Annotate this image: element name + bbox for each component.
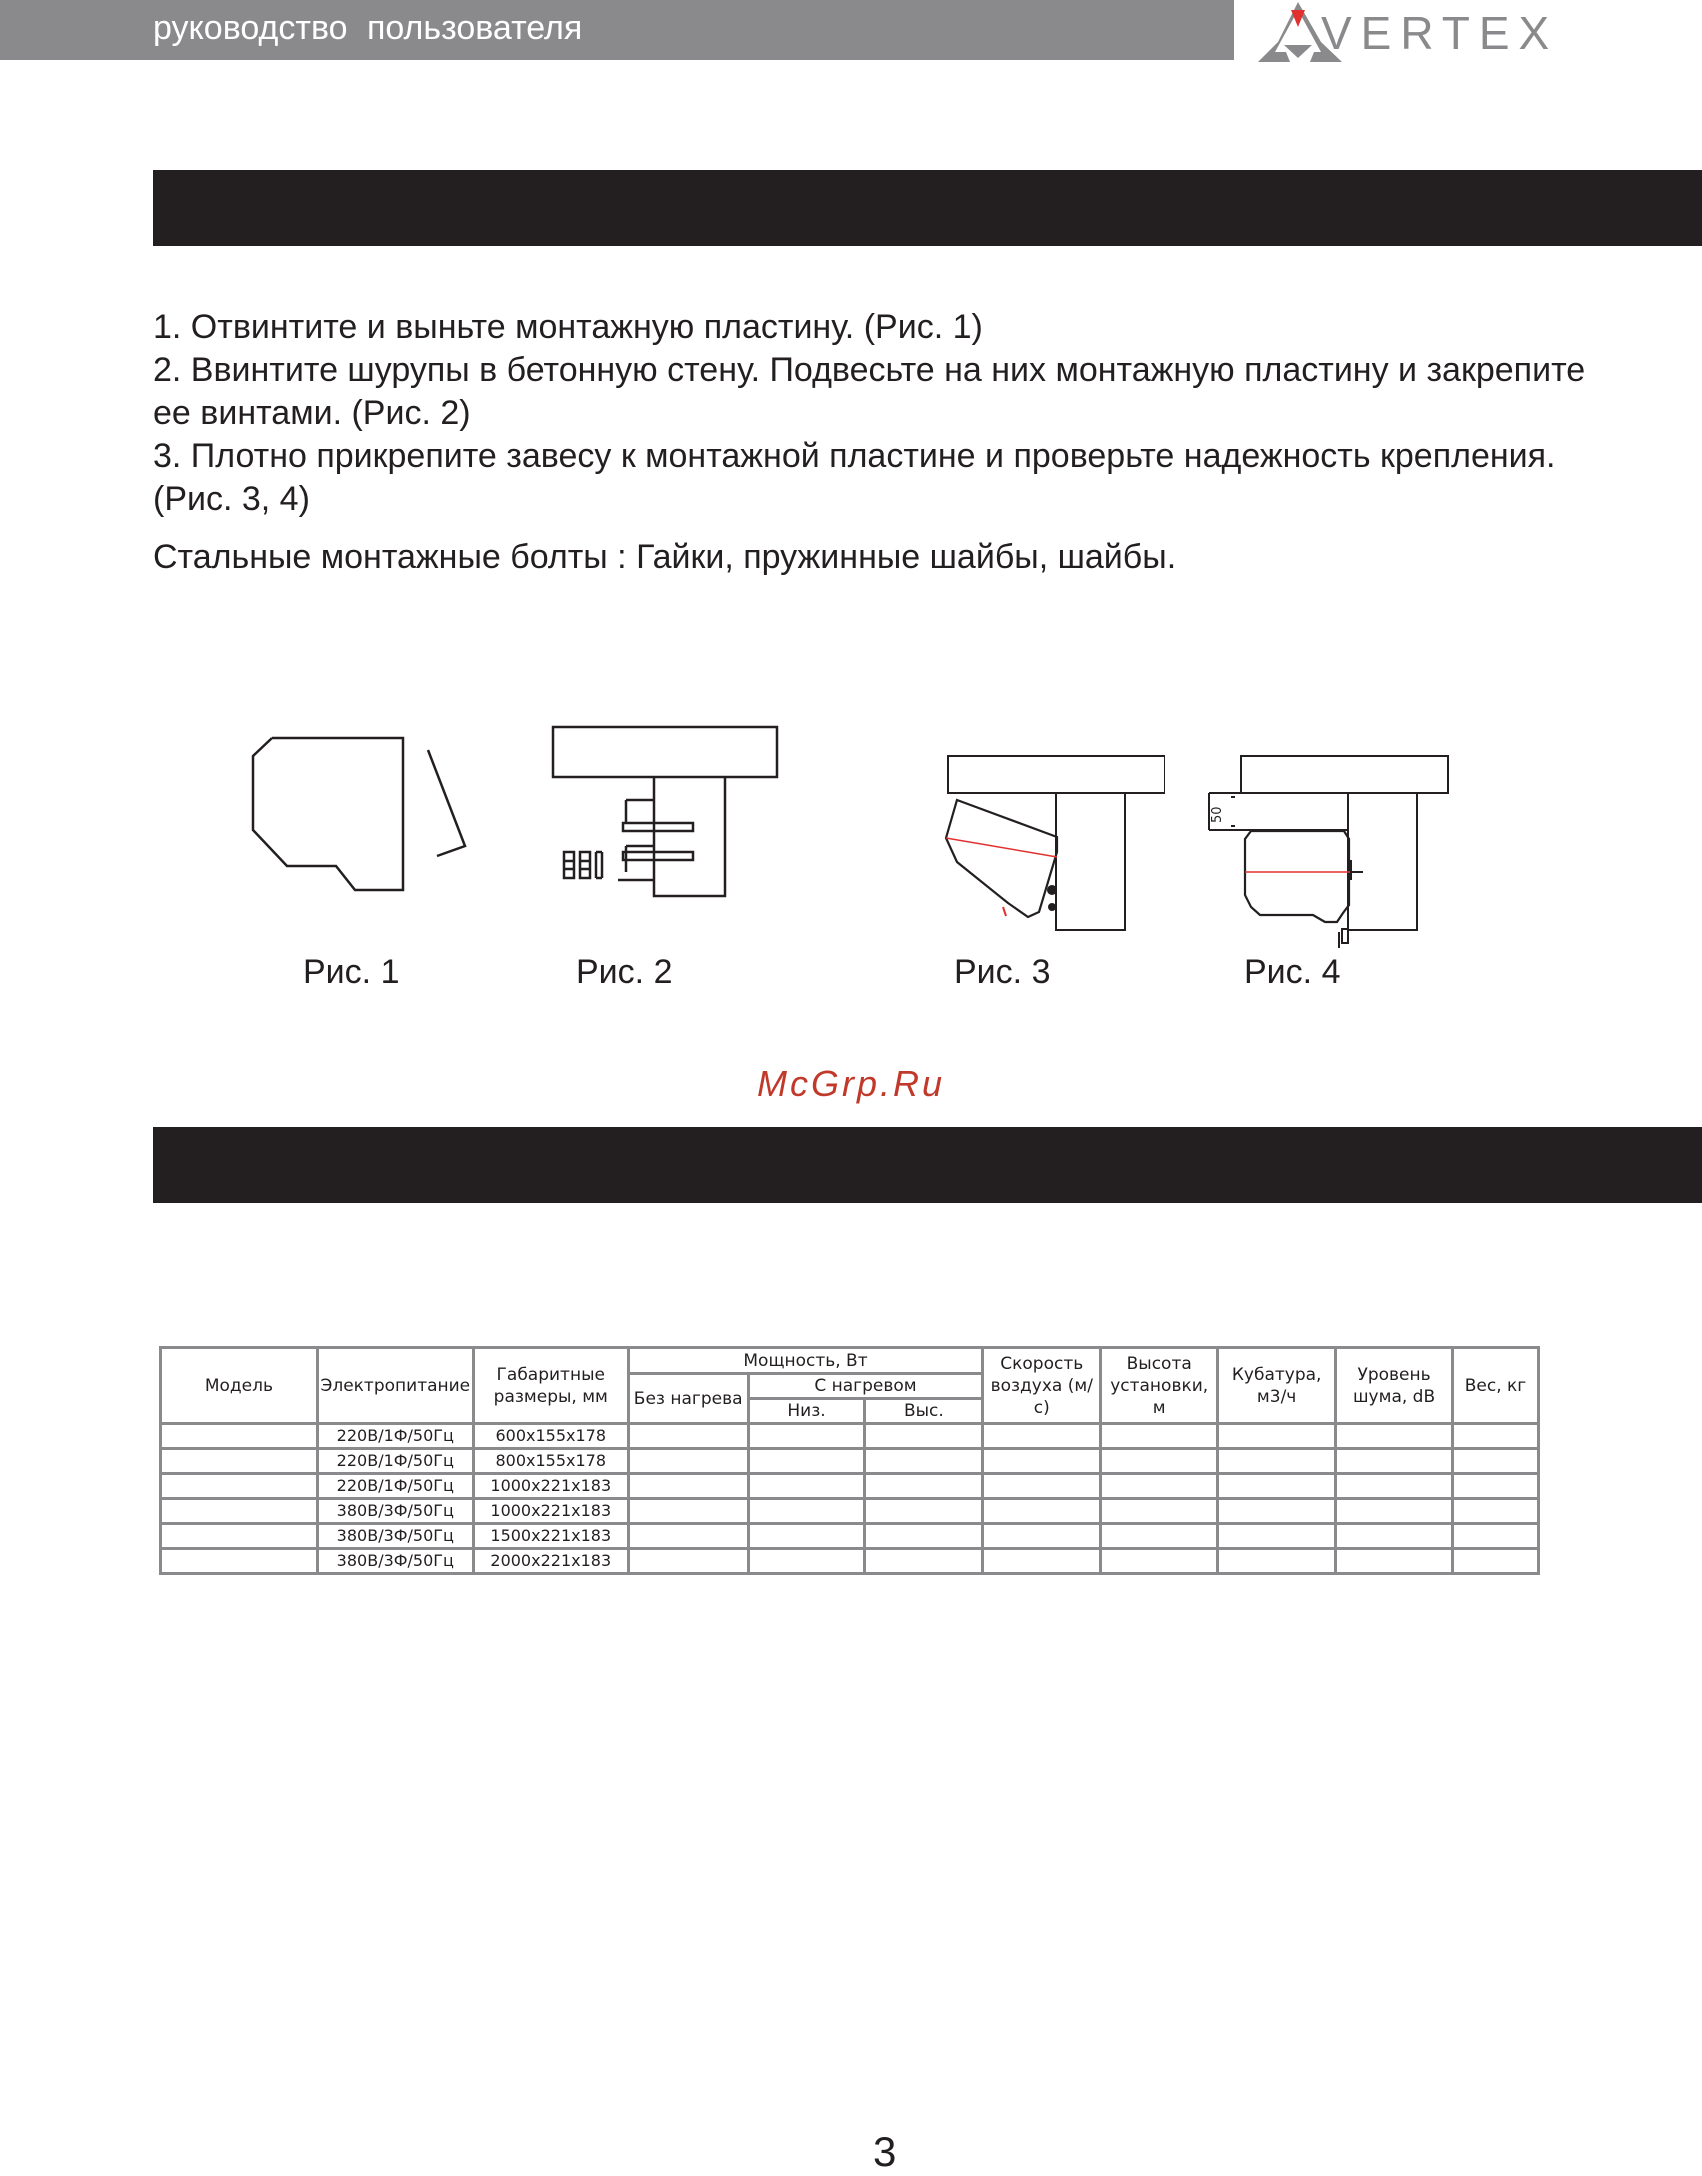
page-number: 3	[873, 2128, 897, 2175]
specifications-table	[159, 1346, 1540, 1575]
cell-supply: 220В/1Ф/50Гц	[317, 1424, 473, 1449]
cell-supply: 380В/3Ф/50Гц	[317, 1549, 473, 1574]
header-power: Мощность, Вт	[628, 1348, 983, 1374]
section-bar-specifications	[153, 1127, 1702, 1203]
figure-4-label: Рис. 4	[1244, 953, 1341, 991]
header-dimensions: Габаритные размеры, мм	[473, 1348, 628, 1424]
figure-4-dimension: 50	[1210, 806, 1225, 823]
watermark: McGrp.Ru	[757, 1063, 946, 1104]
header-power-supply: Электропитание	[317, 1348, 473, 1424]
cell-dims: 2000x221x183	[473, 1549, 628, 1574]
figure-3-drawing	[935, 750, 1165, 935]
header-noise: Уровень шума, dB	[1336, 1348, 1453, 1424]
cell-supply: 380В/3Ф/50Гц	[317, 1524, 473, 1549]
table-row	[161, 1424, 1539, 1449]
figure-2-drawing	[550, 720, 790, 900]
cell-dims: 1000x221x183	[473, 1499, 628, 1524]
cell-dims: 1500x221x183	[473, 1524, 628, 1549]
cell-dims: 800x155x178	[473, 1449, 628, 1474]
table-row	[161, 1549, 1539, 1574]
header-with-heat: С нагревом	[748, 1374, 983, 1399]
header-no-heat: Без нагрева	[628, 1374, 748, 1424]
table-row	[161, 1499, 1539, 1524]
instruction-step-3: 3. Плотно прикрепите завесу к монтажной пластине и проверьте надежность крепления. (Рис. 3, 4)	[153, 437, 1556, 518]
header-air-speed: Скорость воздуха (м/с)	[983, 1348, 1101, 1424]
header-weight: Вес, кг	[1453, 1348, 1539, 1424]
table-row	[161, 1449, 1539, 1474]
figure-3-label: Рис. 3	[954, 953, 1051, 991]
cell-supply: 220В/1Ф/50Гц	[317, 1449, 473, 1474]
figure-2-label: Рис. 2	[576, 953, 673, 991]
instruction-step-1: 1. Отвинтите и выньте монтажную пластину. (Рис. 1)	[153, 308, 983, 346]
cell-dims: 600x155x178	[473, 1424, 628, 1449]
header-title: руководство пользователя	[0, 0, 1234, 60]
table-row	[161, 1524, 1539, 1549]
figure-1-drawing	[245, 730, 475, 900]
figure-4-drawing	[1205, 750, 1450, 965]
header-install-height: Высота установки, м	[1101, 1348, 1218, 1424]
header-volume: Кубатура, м3/ч	[1218, 1348, 1336, 1424]
cell-supply: 380В/3Ф/50Гц	[317, 1499, 473, 1524]
instructions	[153, 306, 1593, 579]
cell-dims: 1000x221x183	[473, 1474, 628, 1499]
figure-1-label: Рис. 1	[303, 953, 400, 991]
brand-name: VERTEX	[1321, 7, 1559, 59]
header-model: Модель	[161, 1348, 318, 1424]
header-low: Низ.	[748, 1399, 865, 1424]
table-row	[161, 1474, 1539, 1499]
section-bar-installation	[153, 170, 1702, 246]
instruction-note: Стальные монтажные болты : Гайки, пружинные шайбы, шайбы.	[153, 538, 1177, 576]
header-high: Выс.	[865, 1399, 983, 1424]
instruction-step-2: 2. Ввинтите шурупы в бетонную стену. Подвесьте на них монтажную пластину и закрепите ее винтами. (Рис. 2)	[153, 351, 1586, 432]
cell-supply: 220В/1Ф/50Гц	[317, 1474, 473, 1499]
